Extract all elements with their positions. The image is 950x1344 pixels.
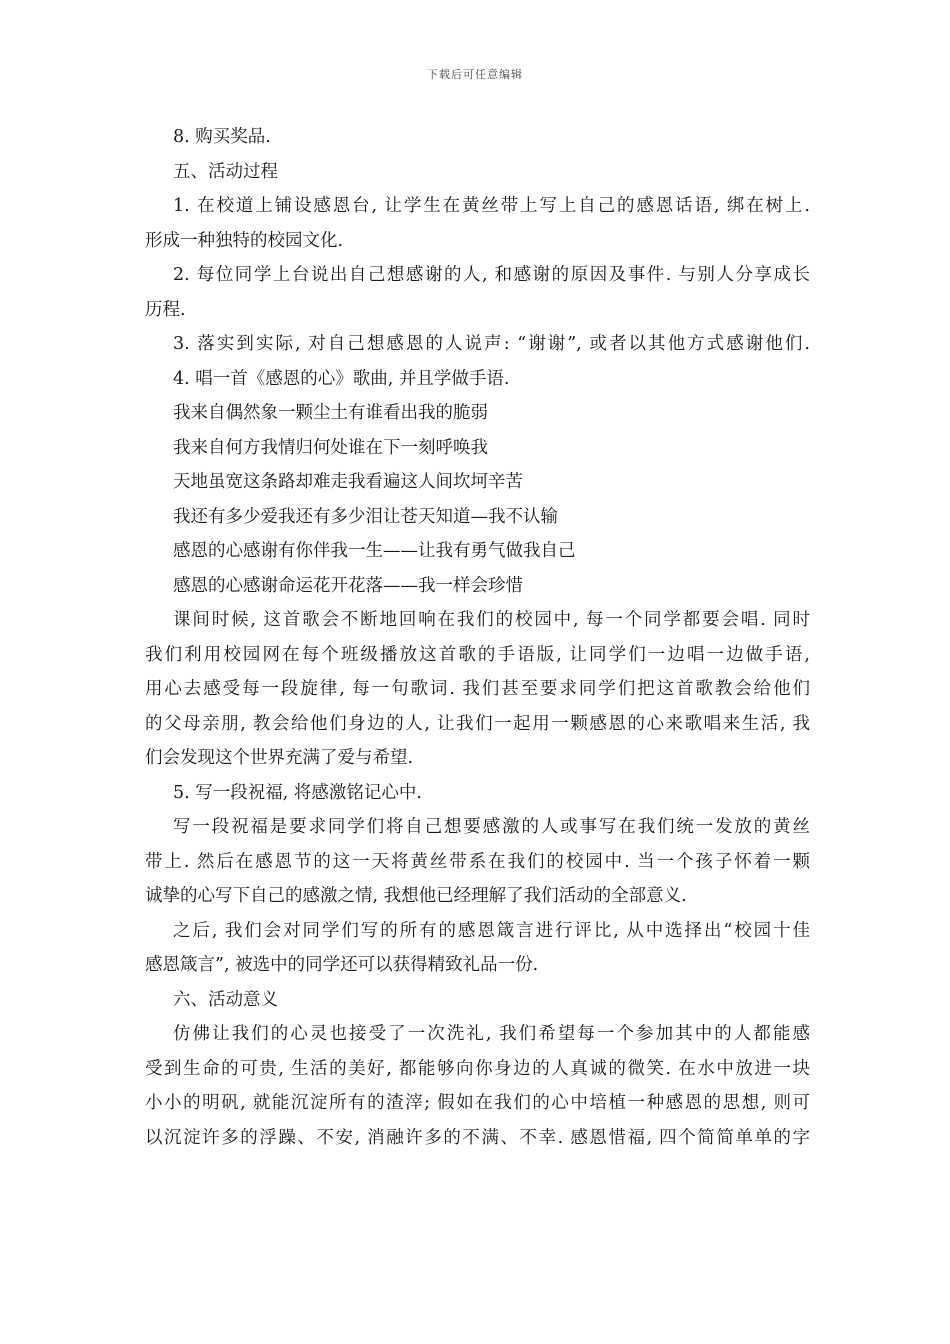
text-line: 历程. bbox=[145, 299, 186, 320]
text-line: 用心去感受每一段旋律, 每一句歌词. 我们甚至要求同学们把这首歌教会给他们 bbox=[145, 679, 810, 699]
text-line: 们会发现这个世界充满了爱与希望. bbox=[145, 748, 414, 768]
text-line: 写一段祝福是要求同学们将自己想要感激的人或事写在我们统一发放的黄丝 bbox=[173, 817, 810, 837]
text-line: 小小的明矾, 就能沉淀所有的渣滓; 假如在我们的心中培植一种感恩的思想, 则可 bbox=[145, 1093, 810, 1113]
text-line: 六、活动意义 bbox=[173, 989, 278, 1010]
text-line: 感恩的心感谢有你伴我一生——让我有勇气做我自己 bbox=[173, 541, 576, 561]
text-line: 8. 购买奖品. bbox=[173, 127, 271, 147]
text-line: 1. 在校道上铺设感恩台, 让学生在黄丝带上写上自己的感恩话语, 绑在树上. bbox=[173, 196, 810, 216]
text-line: 4. 唱一首《感恩的心》歌曲, 并且学做手语. bbox=[173, 368, 510, 389]
text-line: 形成一种独特的校园文化. bbox=[145, 230, 344, 251]
text-line: 感恩的心感谢命运花开花落——我一样会珍惜 bbox=[173, 575, 523, 596]
document-body bbox=[145, 120, 810, 1155]
text-line: 之后, 我们会对同学们写的所有的感恩箴言进行评比, 从中选择出“校园十佳 bbox=[173, 920, 810, 941]
text-line: 感恩箴言”, 被选中的同学还可以获得精致礼品一份. bbox=[145, 955, 539, 975]
text-line: 3. 落实到实际, 对自己想感恩的人说声: “谢谢”, 或者以其他方式感谢他们. bbox=[173, 334, 810, 354]
text-line: 诚挚的心写下自己的感激之情, 我想他已经理解了我们活动的全部意义. bbox=[145, 886, 687, 906]
text-line: 五、活动过程 bbox=[173, 161, 278, 182]
text-line: 我来自何方我情归何处谁在下一刻呼唤我 bbox=[173, 437, 488, 458]
text-line: 仿佛让我们的心灵也接受了一次洗礼, 我们希望每一个参加其中的人都能感 bbox=[173, 1024, 810, 1044]
text-line: 课间时候, 这首歌会不断地回响在我们的校园中, 每一个同学都要会唱. 同时 bbox=[173, 610, 810, 630]
text-line: 受到生命的可贵, 生活的美好, 都能够向你身边的人真诚的微笑. 在水中放进一块 bbox=[145, 1058, 810, 1079]
text-line: 的父母亲朋, 教会给他们身边的人, 让我们一起用一颗感恩的心来歌唱来生活, 我 bbox=[145, 713, 810, 734]
text-line: 5. 写一段祝福, 将感激铭记心中. bbox=[173, 782, 422, 803]
text-line: 我还有多少爱我还有多少泪让苍天知道—我不认输 bbox=[173, 506, 558, 527]
text-line: 我来自偶然象一颗尘土有谁看出我的脆弱 bbox=[173, 403, 488, 423]
page-header: 下载后可任意编辑 bbox=[427, 68, 523, 81]
text-line: 我们利用校园网在每个班级播放这首歌的手语版, 让同学们一边唱一边做手语, bbox=[145, 644, 810, 665]
text-line: 天地虽宽这条路却难走我看遍这人间坎坷辛苦 bbox=[173, 472, 523, 492]
text-line: 带上. 然后在感恩节的这一天将黄丝带系在我们的校园中. 当一个孩子怀着一颗 bbox=[145, 851, 810, 872]
text-line: 2. 每位同学上台说出自己想感谢的人, 和感谢的原因及事件. 与别人分享成长 bbox=[173, 265, 810, 285]
text-line: 以沉淀许多的浮躁、不安, 消融许多的不满、不幸. 感恩惜福, 四个简简单单的字 bbox=[145, 1127, 810, 1148]
